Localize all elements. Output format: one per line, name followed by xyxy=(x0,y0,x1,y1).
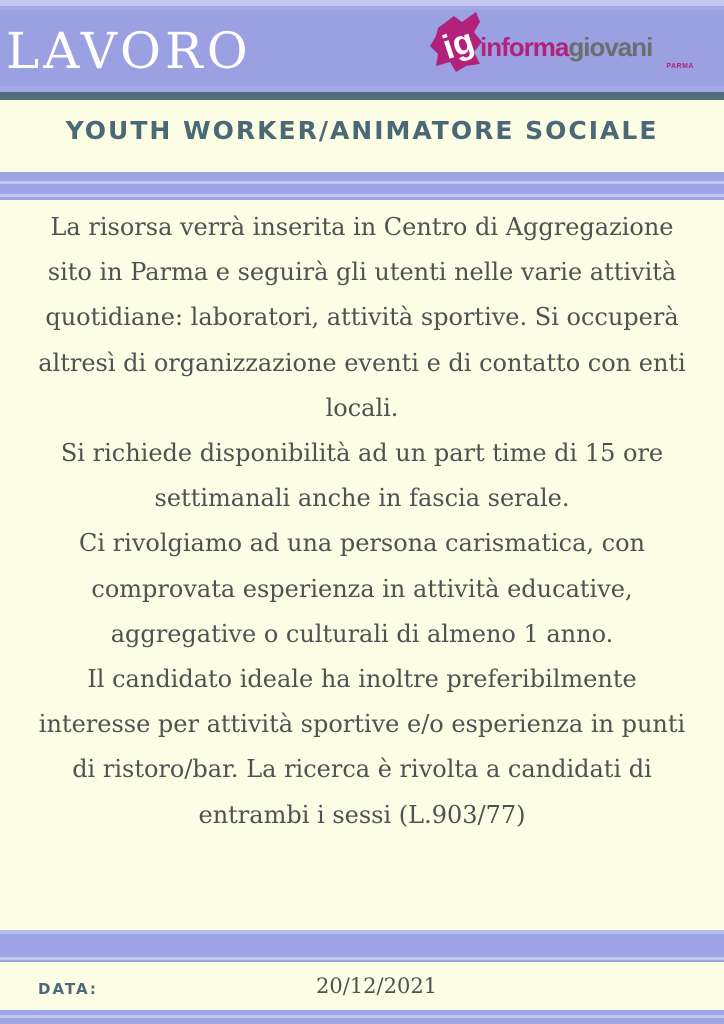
date-label: DATA: xyxy=(38,980,98,998)
ig-logo-icon xyxy=(428,8,488,72)
description-paragraph: Il candidato ideale ha inoltre preferibilmente interesse per attività sportive e/o esperienza in punti di ristoro/bar. La ricerca è rivolta a candidati di entrambi i sessi (L.903/77) xyxy=(38,665,686,829)
logo-word-giovani: giovani xyxy=(568,32,653,62)
stripe-footer xyxy=(0,1010,724,1024)
stripe-divider-top xyxy=(0,172,724,200)
svg-text:ig: ig xyxy=(438,21,479,68)
informagiovani-logo[interactable] xyxy=(428,8,698,80)
header-band xyxy=(0,0,724,92)
header-divider xyxy=(0,92,724,100)
section-title: LAVORO xyxy=(6,22,252,80)
stripe-divider-bottom xyxy=(0,930,724,962)
description-paragraph: La risorsa verrà inserita in Centro di Aggregazione sito in Parma e seguirà gli utenti nelle varie attività quotidiane: laboratori, attività sportive. Si occuperà altresì di organizzazione eventi e di contatto con enti locali. xyxy=(38,213,686,422)
logo-word-informa: informa xyxy=(480,32,569,62)
description-paragraph: Si richiede disponibilità ad un part time di 15 ore settimanali anche in fascia serale. xyxy=(60,439,664,513)
job-description xyxy=(30,205,694,838)
logo-wordmark xyxy=(480,34,652,60)
date-value: 20/12/2021 xyxy=(316,974,438,998)
logo-city: PARMA xyxy=(666,63,694,70)
description-paragraph: Ci rivolgiamo ad una persona carismatica, con comprovata esperienza in attività educative, aggregative o culturali di almeno 1 anno. xyxy=(79,529,645,648)
job-title: YOUTH WORKER/ANIMATORE SOCIALE xyxy=(65,116,659,145)
